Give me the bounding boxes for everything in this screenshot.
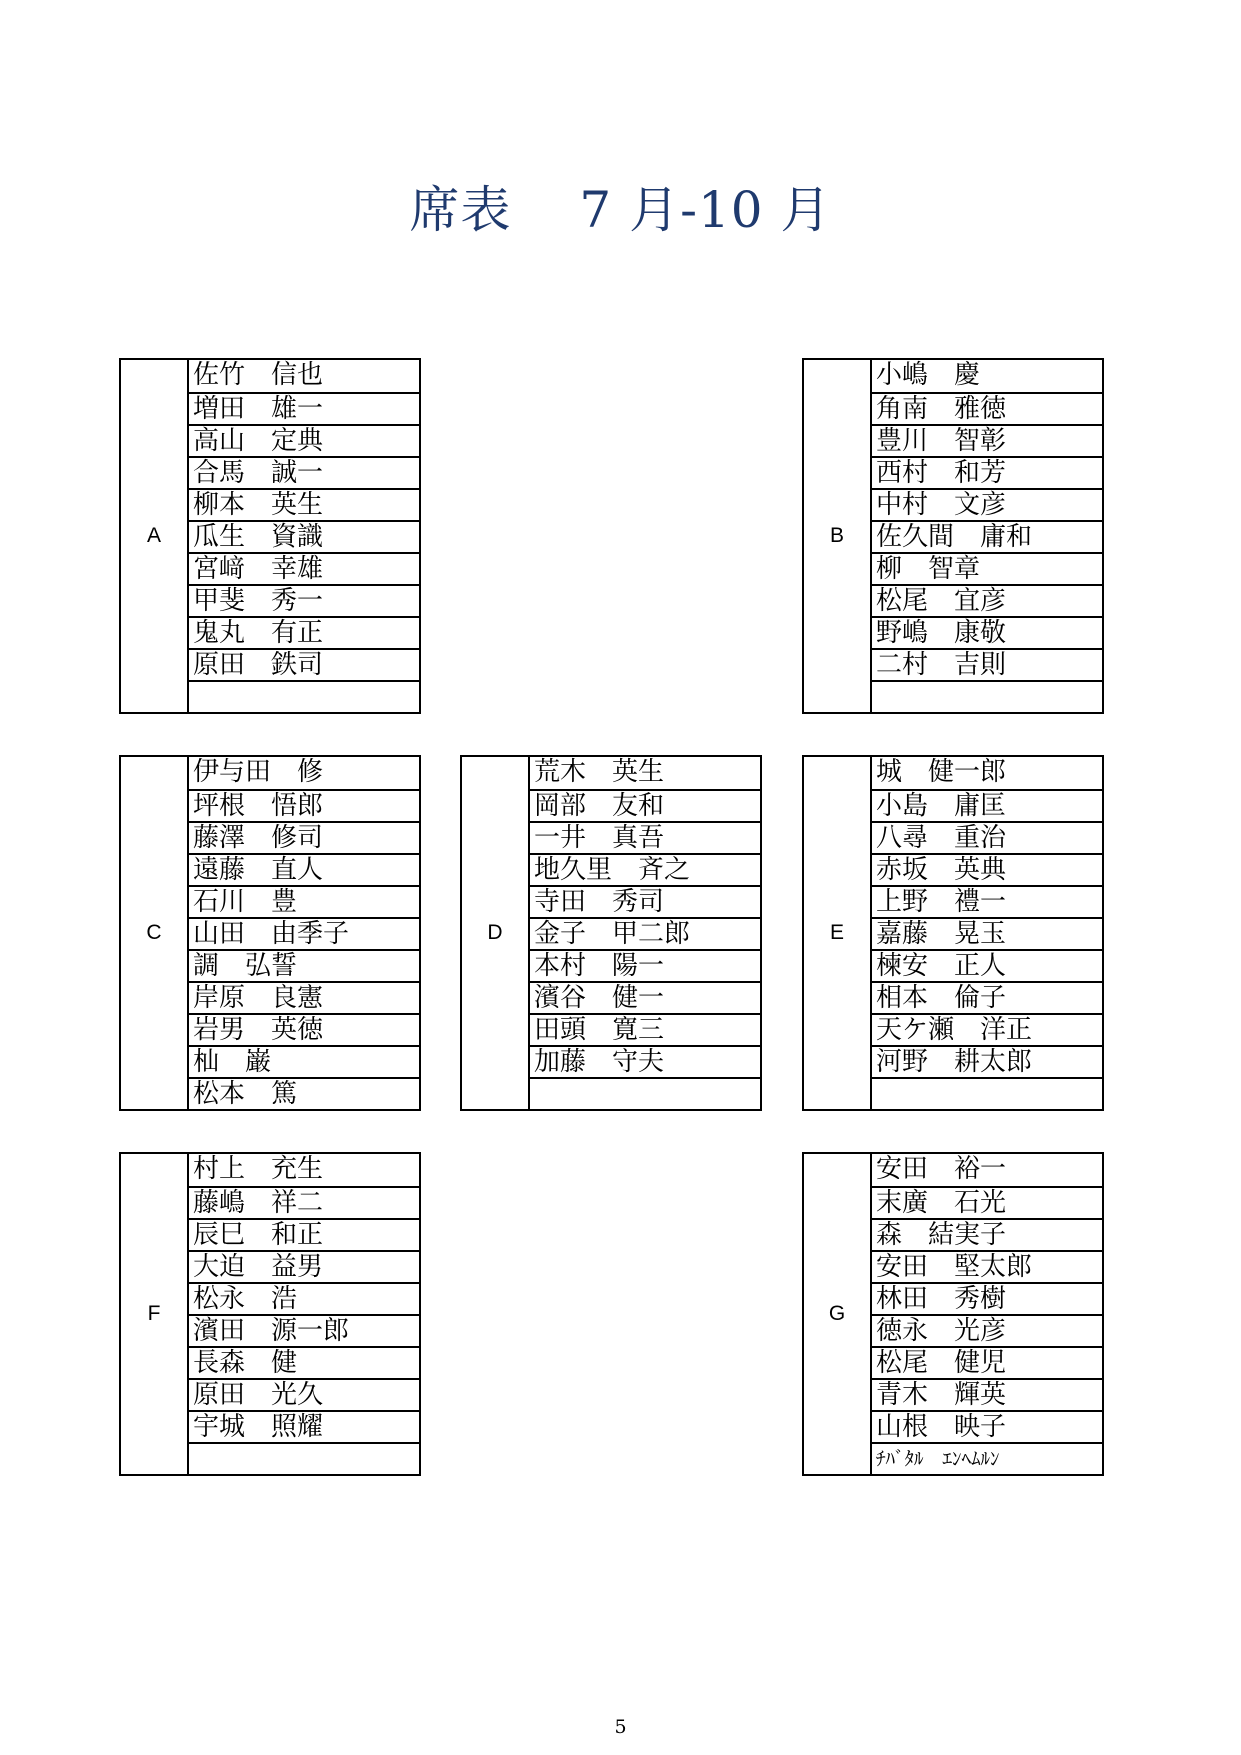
- member-row: 松永 浩: [189, 1282, 419, 1314]
- member-row: 地久里 斉之: [530, 853, 760, 885]
- member-row: 宇城 照耀: [189, 1410, 419, 1442]
- member-row: 村上 充生: [193, 1154, 324, 1184]
- member-row: 柳 智章: [872, 552, 1102, 584]
- member-row: 嘉藤 晃玉: [872, 917, 1102, 949]
- member-row: [189, 680, 419, 712]
- member-row: [189, 1442, 419, 1474]
- member-row: 森 結実子: [872, 1218, 1102, 1250]
- member-row: 柳本 英生: [189, 488, 419, 520]
- member-row: 宮﨑 幸雄: [189, 552, 419, 584]
- member-row: 本村 陽一: [530, 949, 760, 981]
- member-row: 佐竹 信也: [193, 360, 324, 390]
- member-row: 一井 真吾: [530, 821, 760, 853]
- member-row: 末廣 石光: [872, 1186, 1102, 1218]
- member-row: 角南 雅徳: [872, 392, 1102, 424]
- group-label: A: [121, 360, 189, 712]
- group-label: G: [804, 1154, 872, 1474]
- member-row: 中村 文彦: [872, 488, 1102, 520]
- page-title: 席表 7 月-10 月: [409, 181, 832, 239]
- member-row: 伊与田 修: [193, 757, 324, 787]
- seat-group-e: [802, 755, 1104, 1111]
- member-row: 河野 耕太郎: [872, 1045, 1102, 1077]
- member-row: 岩男 英徳: [189, 1013, 419, 1045]
- member-row: 安田 裕一: [876, 1154, 1007, 1184]
- seat-group-b: [802, 358, 1104, 714]
- member-row: 小島 庸匡: [872, 789, 1102, 821]
- member-row: 大迫 益男: [189, 1250, 419, 1282]
- member-row: 天ケ瀬 洋正: [872, 1013, 1102, 1045]
- member-list: [872, 757, 1102, 1109]
- member-row: 加藤 守夫: [530, 1045, 760, 1077]
- member-row: 荒木 英生: [534, 757, 665, 787]
- member-row: 金子 甲二郎: [530, 917, 760, 949]
- member-row: 合馬 誠一: [189, 456, 419, 488]
- member-row: 林田 秀樹: [872, 1282, 1102, 1314]
- member-row: 藤澤 修司: [189, 821, 419, 853]
- member-row: 原田 光久: [189, 1378, 419, 1410]
- member-row: 増田 雄一: [189, 392, 419, 424]
- member-row: 瓜生 資識: [189, 520, 419, 552]
- member-row: 田頭 寛三: [530, 1013, 760, 1045]
- member-list: [189, 1154, 419, 1474]
- member-row: 青木 輝英: [872, 1378, 1102, 1410]
- member-list: [189, 757, 419, 1109]
- member-row: 杣 巌: [189, 1045, 419, 1077]
- group-label: C: [121, 757, 189, 1109]
- member-row: 鬼丸 有正: [189, 616, 419, 648]
- member-row: 徳永 光彦: [872, 1314, 1102, 1346]
- member-row: 安田 堅太郎: [872, 1250, 1102, 1282]
- member-row: 辰巳 和正: [189, 1218, 419, 1250]
- member-row: 長森 健: [189, 1346, 419, 1378]
- seat-group-f: [119, 1152, 421, 1476]
- member-row: 遠藤 直人: [189, 853, 419, 885]
- member-row: 坪根 悟郎: [189, 789, 419, 821]
- seat-group-c: [119, 755, 421, 1111]
- member-row: 城 健一郎: [876, 757, 1007, 787]
- member-row: [872, 680, 1102, 712]
- member-row: 高山 定典: [189, 424, 419, 456]
- member-row: ﾁﾊﾞﾀﾙ ｴﾝﾍﾑﾙﾝ: [872, 1442, 1102, 1474]
- member-row: 豊川 智彰: [872, 424, 1102, 456]
- member-row: 調 弘誓: [189, 949, 419, 981]
- member-row: 野嶋 康敬: [872, 616, 1102, 648]
- member-row: 二村 吉則: [872, 648, 1102, 680]
- member-row: [872, 1077, 1102, 1109]
- seat-group-g: [802, 1152, 1104, 1476]
- member-row: 石川 豊: [189, 885, 419, 917]
- member-list: [872, 360, 1102, 712]
- member-row: 相本 倫子: [872, 981, 1102, 1013]
- member-row: 寺田 秀司: [530, 885, 760, 917]
- member-row: 西村 和芳: [872, 456, 1102, 488]
- member-row: 赤坂 英典: [872, 853, 1102, 885]
- page-number: 5: [614, 1716, 627, 1738]
- group-label: F: [121, 1154, 189, 1474]
- group-label: D: [462, 757, 530, 1109]
- member-row: 山根 映子: [872, 1410, 1102, 1442]
- member-row: 藤嶋 祥二: [189, 1186, 419, 1218]
- member-row: 松尾 宜彦: [872, 584, 1102, 616]
- member-row: 松本 篤: [189, 1077, 419, 1109]
- member-row: 松尾 健児: [872, 1346, 1102, 1378]
- member-row: 佐久間 庸和: [872, 520, 1102, 552]
- member-row: 楝安 正人: [872, 949, 1102, 981]
- member-row: [530, 1077, 760, 1109]
- member-row: 濱田 源一郎: [189, 1314, 419, 1346]
- member-row: 上野 禮一: [872, 885, 1102, 917]
- group-label: B: [804, 360, 872, 712]
- member-row: 小嶋 慶: [876, 360, 981, 390]
- member-row: 岡部 友和: [530, 789, 760, 821]
- seat-group-a: [119, 358, 421, 714]
- member-list: [872, 1154, 1102, 1474]
- member-list: [530, 757, 760, 1109]
- member-row: 濱谷 健一: [530, 981, 760, 1013]
- seat-group-d: [460, 755, 762, 1111]
- member-row: 甲斐 秀一: [189, 584, 419, 616]
- member-row: 岸原 良憲: [189, 981, 419, 1013]
- member-row: 八尋 重治: [872, 821, 1102, 853]
- group-label: E: [804, 757, 872, 1109]
- member-row: 山田 由季子: [189, 917, 419, 949]
- member-list: [189, 360, 419, 712]
- member-row: 原田 鉄司: [189, 648, 419, 680]
